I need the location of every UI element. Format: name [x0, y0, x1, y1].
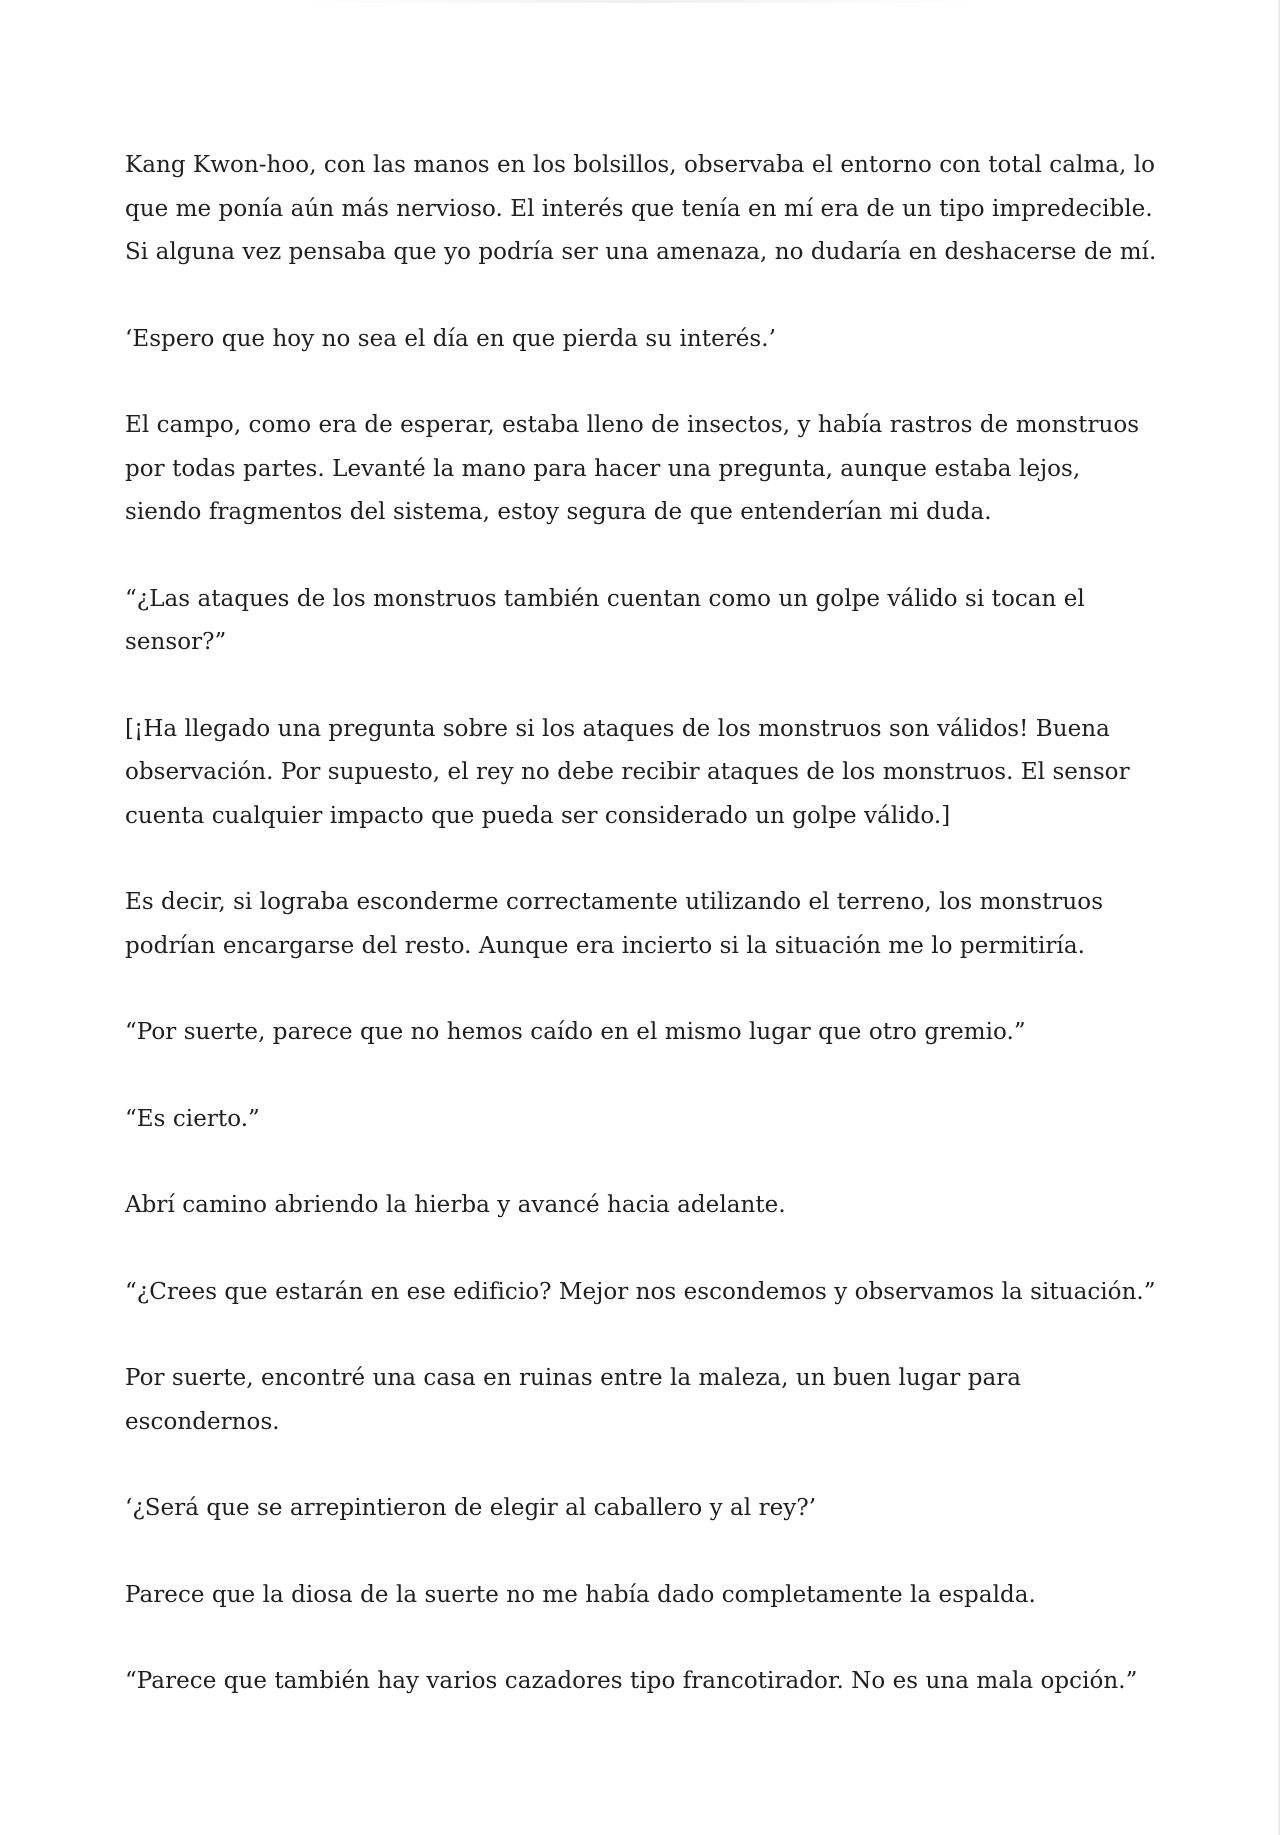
paragraph: Es decir, si lograba esconderme correctamente utilizando el terreno, los monstruos podrían encargarse del resto. Aunque era incierto si la situación me lo permitiría.	[125, 889, 1104, 959]
paragraph: Parece que la diosa de la suerte no me había dado completamente la espalda.	[125, 1581, 1036, 1608]
paragraph: Por suerte, encontré una casa en ruinas entre la maleza, un buen lugar para escondernos.	[125, 1365, 1022, 1435]
paragraph: El campo, como era de esperar, estaba lleno de insectos, y había rastros de monstruos por todas partes. Levanté la mano para hacer una pregunta, aunque estaba lejos, siendo fragmentos del sistema, estoy segura de que entenderían mi duda.	[125, 412, 1140, 525]
page-top-edge	[300, 0, 980, 3]
paragraph: Kang Kwon-hoo, con las manos en los bolsillos, observaba el entorno con total calma, lo que me ponía aún más nervioso. El interés que tenía en mí era de un tipo impredecible. Si alguna vez pensaba que yo podría ser una amenaza, no dudaría en deshacerse de mí.	[125, 152, 1157, 265]
paragraph: “¿Las ataques de los monstruos también cuentan como un golpe válido si tocan el sensor?”	[125, 585, 1085, 655]
document-body	[125, 144, 1160, 1747]
paragraph: “¿Crees que estarán en ese edificio? Mejor nos escondemos y observamos la situación.”	[125, 1278, 1156, 1305]
paragraph: Abrí camino abriendo la hierba y avancé hacia adelante.	[125, 1192, 786, 1218]
paragraph: “Parece que también hay varios cazadores tipo francotirador. No es una mala opción.”	[125, 1668, 1138, 1694]
paragraph: “Es cierto.”	[125, 1105, 260, 1132]
paragraph: ‘¿Será que se arrepintieron de elegir al caballero y al rey?’	[125, 1495, 817, 1521]
paragraph: ‘Espero que hoy no sea el día en que pierda su interés.’	[125, 325, 777, 352]
paragraph: [¡Ha llegado una pregunta sobre si los ataques de los monstruos son válidos! Buena observación. Por supuesto, el rey no debe recibir ataques de los monstruos. El sensor cuenta cualquier impacto que pueda ser considerado un golpe válido.]	[125, 715, 1130, 829]
paragraph: “Por suerte, parece que no hemos caído en el mismo lugar que otro gremio.”	[125, 1019, 1026, 1045]
